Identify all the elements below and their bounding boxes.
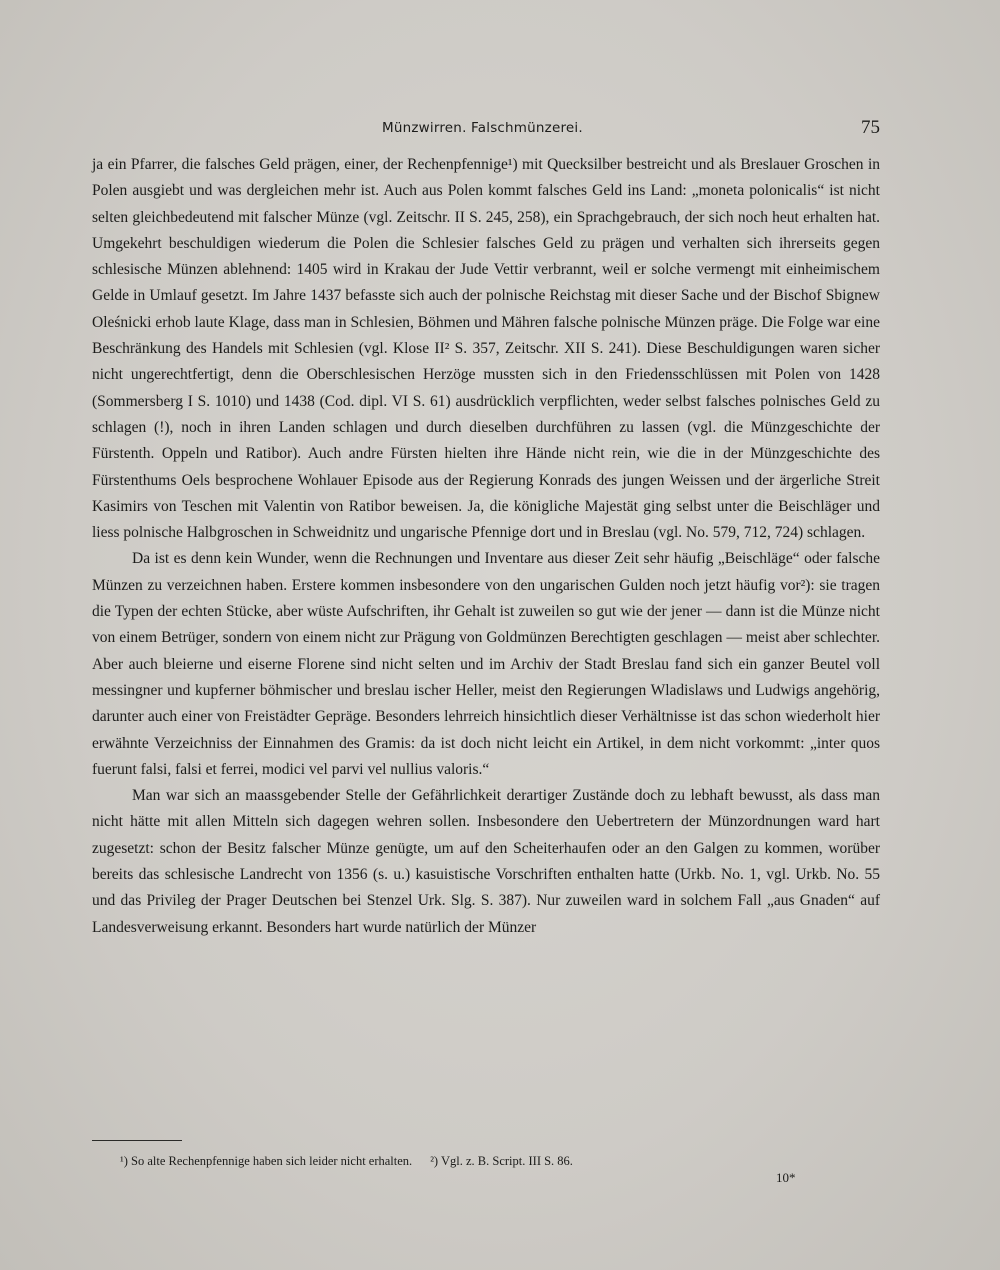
body-text <box>92 152 880 941</box>
page-number: 75 <box>861 117 880 138</box>
footnote-1: ¹) So alte Rechenpfennige haben sich leider nicht erhalten. <box>120 1154 413 1168</box>
paragraph-1: ja ein Pfarrer, die falsches Geld prägen, einer, der Rechenpfennige¹) mit Quecksilber bestreicht und als Breslauer Groschen in Polen ausgiebt und was dergleichen mehr ist. Auch aus Polen kommt falsches Geld ins Land: „moneta polonicalis“ ist nicht selten gleichbedeutend mit falscher Münze (vgl. Zeitschr. II S. 245, 258), ein Sprachgebrauch, der sich noch heut erhalten hat. Umgekehrt beschuldigen wiederum die Polen die Schlesier falsches Geld zu prägen und verhalten sich ihrerseits gegen schlesische Münzen ablehnend: 1405 wird in Krakau der Jude Vettir verbrannt, weil er solche vermengt mit einheimischem Gelde in Umlauf gesetzt. Im Jahre 1437 befasste sich auch der polnische Reichstag mit dieser Sache und der Bischof Sbignew Oleśnicki erhob laute Klage, dass man in Schlesien, Böhmen und Mähren falsche polnische Münzen präge. Die Folge war eine Beschränkung des Handels mit Schlesien (vgl. Klose II² S. 357, Zeitschr. XII S. 241). Diese Beschuldigungen waren sicher nicht ungerechtfertigt, denn die Oberschlesischen Herzöge mussten sich in den Friedensschlüssen mit Polen von 1428 (Sommersberg I S. 1010) und 1438 (Cod. dipl. VI S. 61) ausdrücklich verpflichten, weder selbst falsches polnisches Geld zu schlagen (!), noch in ihren Landen schlagen und durch dieselben durchführen zu lassen (vgl. die Münzgeschichte der Fürstenth. Oppeln und Ratibor). Auch andre Fürsten hielten ihre Hände nicht rein, wie die in der Münzgeschichte des Fürstenthums Oels besprochene Wohlauer Episode aus der Regierung Konrads des jungen Weissen und der ärgerliche Streit Kasimirs von Teschen mit Valentin von Ratibor beweisen. Ja, die königliche Majestät ging selbst unter die Beischläger und liess polnische Halbgroschen in Schweidnitz und ungarische Pfennige dort und in Breslau (vgl. No. 579, 712, 724) schlagen. <box>92 156 880 542</box>
paragraph-2: Da ist es denn kein Wunder, wenn die Rechnungen und Inventare aus dieser Zeit sehr häufig „Beischläge“ oder falsche Münzen zu verzeichnen haben. Erstere kommen insbesondere von den ungarischen Gulden noch jetzt häufig vor²): sie tragen die Typen der echten Stücke, aber wüste Aufschriften, ihr Gehalt ist zuweilen so gut wie der jener — dann ist die Münze nicht von einem Betrüger, sondern von einem nicht zur Prägung von Goldmünzen Berechtigten geschlagen — meist aber schlechter. Aber auch bleierne und eiserne Florene sind nicht selten und im Archiv der Stadt Breslau fand sich ein ganzer Beutel voll messingner und kupferner böhmischer und breslau ischer Heller, meist den Regierungen Wladislaws und Ludwigs angehörig, darunter auch einer von Freistädter Gepräge. Besonders lehrreich hinsichtlich dieser Verhältnisse ist das schon wiederholt hier erwähnte Verzeichniss der Einnahmen des Gramis: da ist doch nicht leicht ein Artikel, in dem nicht vorkommt: „inter quos fuerunt falsi, falsi et ferrei, modici vel parvi vel nullius valoris.“ <box>92 550 880 778</box>
footnotes <box>120 1152 860 1170</box>
footnote-2: ²) Vgl. z. B. Script. III S. 86. <box>430 1154 573 1168</box>
footnote-rule <box>92 1140 182 1141</box>
page-header <box>92 117 880 144</box>
signature-mark: 10* <box>776 1170 796 1185</box>
running-head: Münzwirren. Falschmünzerei. <box>382 120 583 136</box>
paragraph-3: Man war sich an maassgebender Stelle der Gefährlichkeit derartiger Zustände doch zu lebhaft bewusst, als dass man nicht hätte mit allen Mitteln sich dagegen wehren sollen. Insbesondere den Uebertretern der Münzordnungen ward hart zugesetzt: schon der Besitz falscher Münze genügte, um auf den Scheiterhaufen oder an den Galgen zu kommen, worüber bereits das schlesische Landrecht von 1356 (s. u.) kasuistische Vorschriften enthalten hatte (Urkb. No. 1, vgl. Urkb. No. 55 und das Privileg der Prager Deutschen bei Stenzel Urk. Slg. S. 387). Nur zuweilen ward in solchem Fall „aus Gnaden“ auf Landesverweisung erkannt. Besonders hart wurde natürlich der Münzer <box>92 787 880 936</box>
